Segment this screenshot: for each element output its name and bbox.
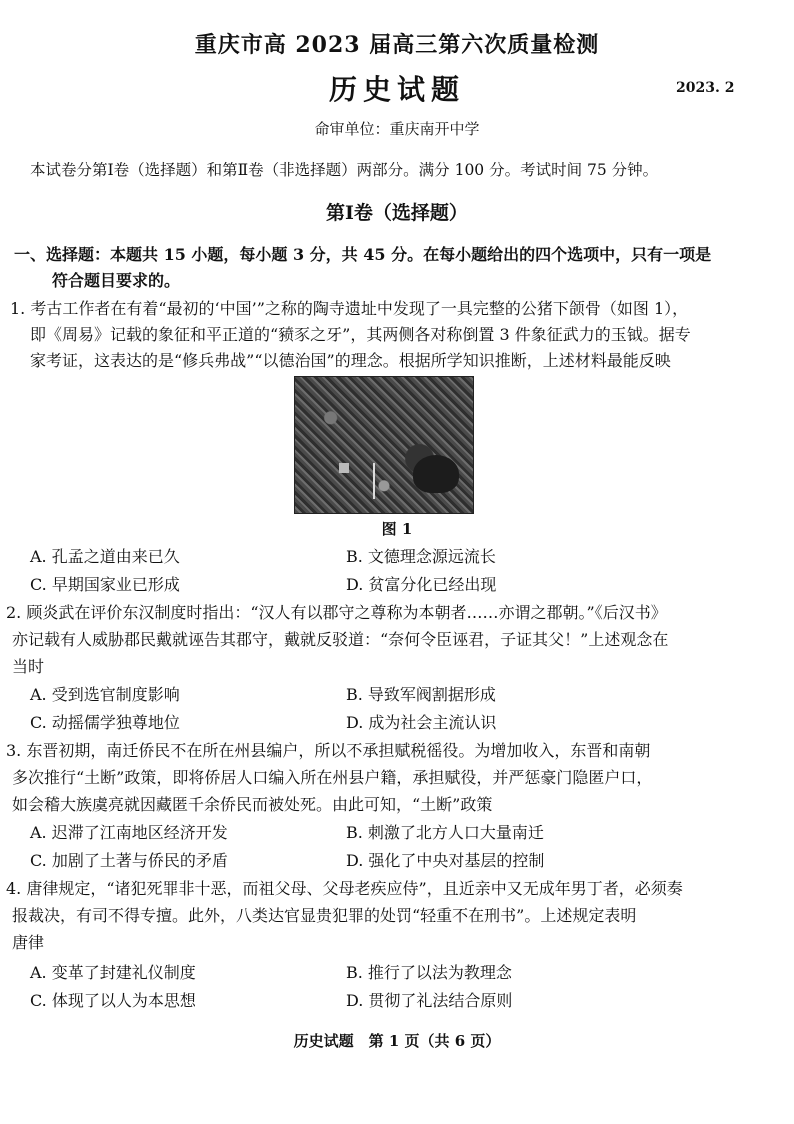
question-4-stem-line-3: 唐律 — [12, 933, 45, 952]
subject-title: 历史试题 — [328, 73, 465, 106]
exam-date: 2023. 2 — [676, 80, 735, 96]
volume-title: 第Ⅰ卷（选择题） — [326, 202, 468, 224]
question-2-stem-line-3: 当时 — [12, 657, 45, 676]
question-4-stem-line-2: 报裁决，有司不得专擅。此外，八类达官显贵犯罪的处罚“轻重不在刑书”。上述规定表明 — [12, 906, 637, 925]
figure-1-photo — [294, 376, 474, 514]
question-4-option-d[interactable]: D. 贯彻了礼法结合原则 — [346, 991, 513, 1010]
question-2-stem-line-2: 亦记载有人威胁郡民戴就诬告其郡守，戴就反驳道：“奈何令臣诬君，子证其父！”上述观念在 — [12, 630, 669, 649]
question-4-option-b[interactable]: B. 推行了以法为教理念 — [346, 963, 512, 982]
exam-title: 重庆市高 2023 届高三第六次质量检测 — [194, 32, 600, 58]
question-2-option-c[interactable]: C. 动摇儒学独尊地位 — [30, 713, 180, 732]
question-2-option-b[interactable]: B. 导致军阀割据形成 — [346, 685, 496, 704]
question-4-option-c[interactable]: C. 体现了以人为本思想 — [30, 991, 196, 1010]
question-1-stem-line-2: 即《周易》记载的象征和平正道的“豮豕之牙”，其两侧各对称倒置 3 件象征武力的玉钺。据专 — [30, 325, 691, 344]
question-3-option-b[interactable]: B. 刺激了北方人口大量南迁 — [346, 823, 544, 842]
exam-intro: 本试卷分第Ⅰ卷（选择题）和第Ⅱ卷（非选择题）两部分。满分 100 分。考试时间 75 分钟。 — [30, 161, 659, 179]
question-2-option-d[interactable]: D. 成为社会主流认识 — [346, 713, 497, 732]
question-3-option-a[interactable]: A. 迟滞了江南地区经济开发 — [30, 823, 228, 842]
question-1-option-b[interactable]: B. 文德理念源远流长 — [346, 547, 496, 566]
photo-stone — [339, 463, 349, 473]
question-3-stem-line-3: 如会稽大族虞亮就因藏匿千余侨民而被处死。由此可知，“土断”政策 — [12, 795, 493, 814]
section-instructions-line-1: 一、选择题：本题共 15 小题，每小题 3 分，共 45 分。在每小题给出的四个选项中，只有一项是 — [14, 245, 712, 264]
question-2-stem-line-1: 2. 顾炎武在评价东汉制度时指出：“汉人有以郡守之尊称为本朝者……亦谓之郡朝。”《后汉书》 — [6, 603, 667, 622]
question-1-option-d[interactable]: D. 贫富分化已经出现 — [346, 575, 497, 594]
question-4-stem-line-1: 4. 唐律规定，“诸犯死罪非十恶，而祖父母、父母老疾应侍”，且近亲中又无成年男丁者，必须奏 — [6, 879, 683, 898]
figure-1-caption: 图 1 — [381, 520, 413, 538]
question-3-option-d[interactable]: D. 强化了中央对基层的控制 — [346, 851, 545, 870]
photo-pit — [413, 455, 459, 493]
question-2-option-a[interactable]: A. 受到选官制度影响 — [30, 685, 180, 704]
question-1-option-a[interactable]: A. 孔孟之道由来已久 — [30, 547, 180, 566]
question-1-option-c[interactable]: C. 早期国家业已形成 — [30, 575, 180, 594]
photo-stake — [373, 463, 375, 499]
question-3-option-c[interactable]: C. 加剧了土著与侨民的矛盾 — [30, 851, 228, 870]
section-instructions-line-2: 符合题目要求的。 — [52, 271, 181, 290]
question-3-stem-line-1: 3. 东晋初期，南迁侨民不在所在州县编户，所以不承担赋税徭役。为增加收入，东晋和南朝 — [6, 741, 651, 760]
question-1-stem-line-1: 1. 考古工作者在有着“最初的‘中国’”之称的陶寺遗址中发现了一具完整的公猪下颌骨（如图 1）， — [10, 299, 689, 318]
question-4-option-a[interactable]: A. 变革了封建礼仪制度 — [30, 963, 196, 982]
setting-unit: 命审单位：重庆南开中学 — [314, 120, 480, 138]
question-1-stem-line-3: 家考证，这表达的是“修兵弗战”“以德治国”的理念。根据所学知识推断，上述材料最能反映 — [30, 351, 671, 370]
page-footer: 历史试题 第 1 页（共 6 页） — [293, 1032, 501, 1050]
question-3-stem-line-2: 多次推行“土断”政策，即将侨居人口编入所在州县户籍，承担赋役，并严惩豪门隐匿户口， — [12, 768, 653, 787]
